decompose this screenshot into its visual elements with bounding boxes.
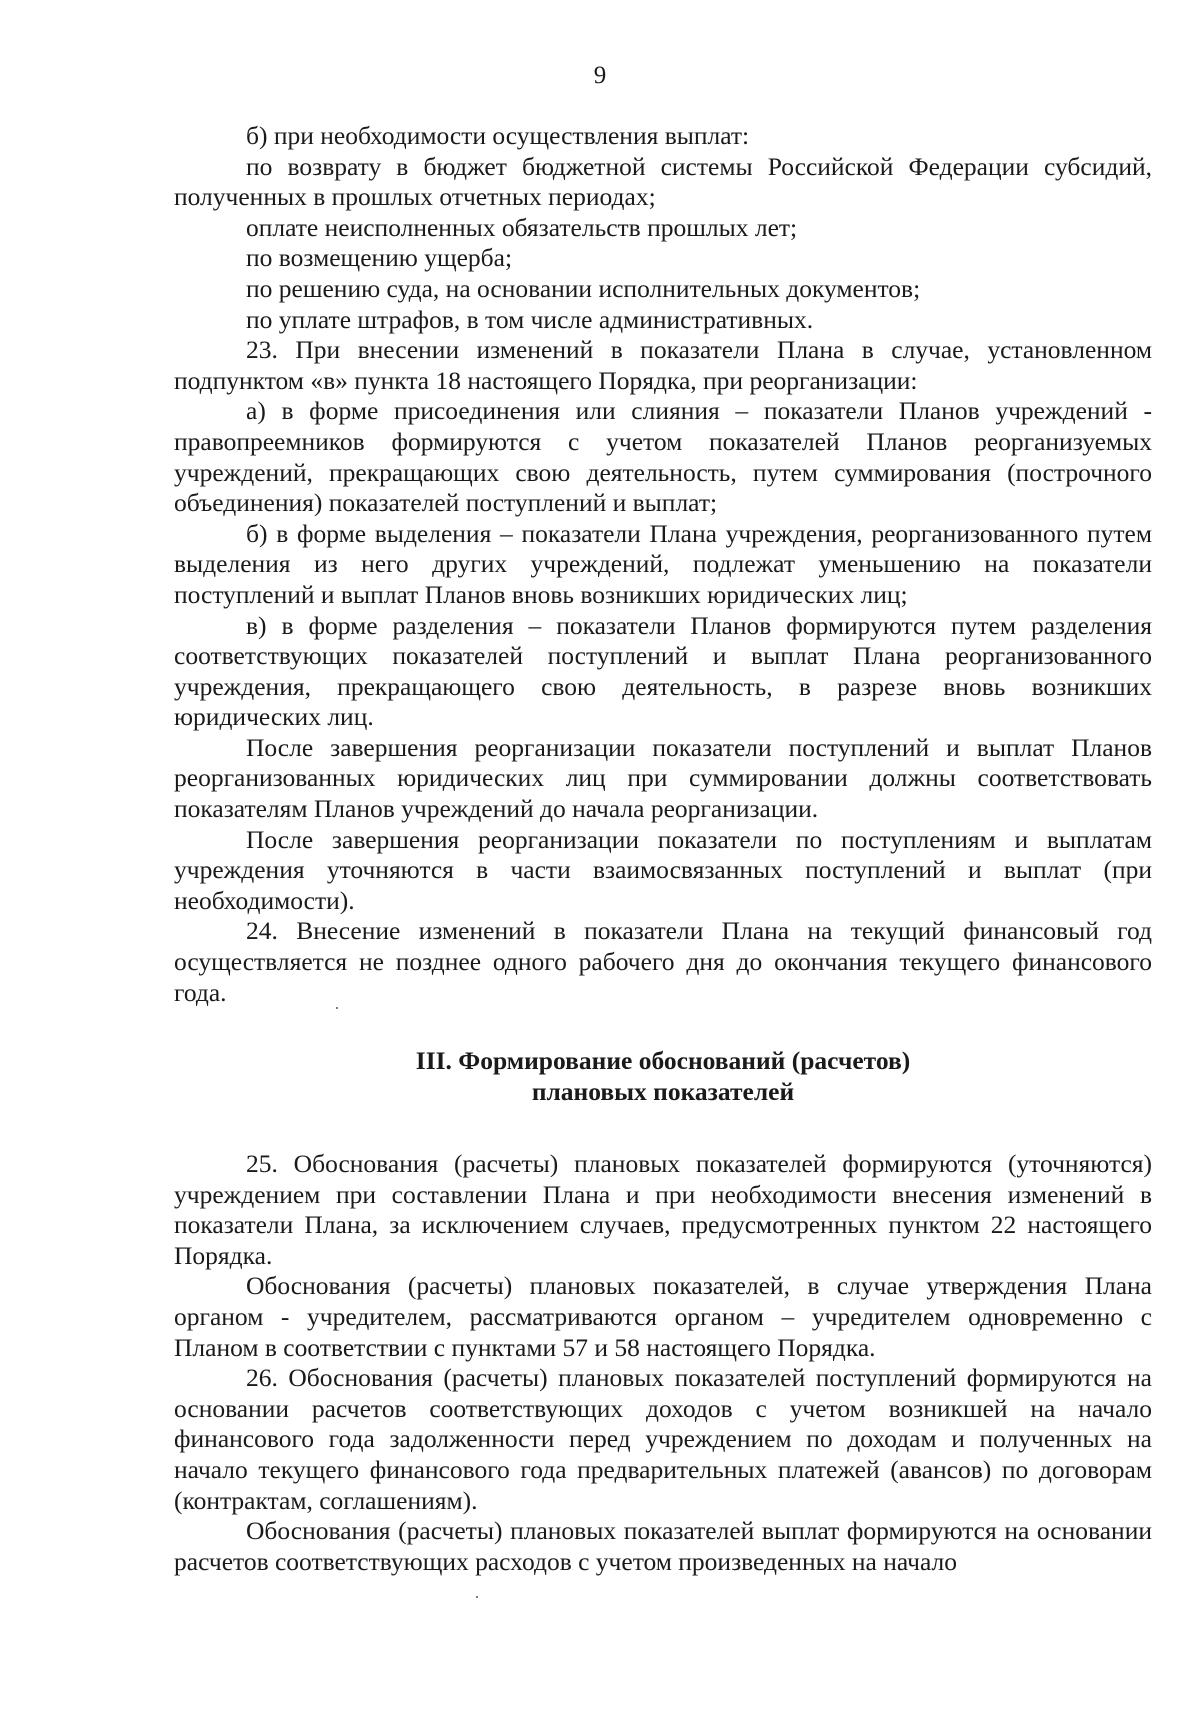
section-heading-line: III. Формирование обоснований (расчетов)	[415, 1046, 911, 1075]
paragraph: 24. Внесение изменений в показатели Плана на текущий финансовый год осуществляется не позднее одного рабочего дня до окончания текущего финансового года.	[174, 916, 1152, 1007]
paragraph: 25. Обоснования (расчеты) плановых показателей формируются (уточняются) учреждением при составлении Плана и при необходимости внесения изменений в показатели Плана, за исключением случаев, предусмотренных пунктом 22 настоящего Порядка.	[174, 1149, 1152, 1270]
paragraph: по уплате штрафов, в том числе административных.	[246, 304, 814, 334]
paragraph: Обоснования (расчеты) плановых показателей выплат формируются на основании расчетов соответствующих расходов с учетом произведенных на начало	[174, 1516, 1152, 1576]
scan-speck	[476, 1596, 478, 1598]
paragraph: по возмещению ущерба;	[246, 243, 513, 273]
paragraph: в) в форме разделения – показатели Планов формируются путем разделения соответствующих показателей поступлений и выплат Плана реорганизованного учреждения, прекращающего свою деятельность, в разрезе вновь возникших юридических лиц.	[174, 610, 1152, 732]
paragraph: б) в форме выделения – показатели Плана учреждения, реорганизованного путем выделения из него других учреждений, подлежат уменьшению на показатели поступлений и выплат Планов вновь возникших юридических лиц;	[174, 518, 1152, 609]
page-number: 9	[593, 62, 607, 89]
paragraph: 23. При внесении изменений в показатели Плана в случае, установленном подпунктом «в» пункта 18 настоящего Порядка, при реорганизации:	[174, 335, 1152, 395]
paragraph: После завершения реорганизации показатели по поступлениям и выплатам учреждения уточняются в части взаимосвязанных поступлений и выплат (при необходимости).	[174, 824, 1152, 915]
paragraph: а) в форме присоединения или слияния – показатели Планов учреждений - правопреемников формируются с учетом показателей Планов реорганизуемых учреждений, прекращающих свою деятельность, путем суммирования (построчного объединения) показателей поступлений и выплат;	[174, 396, 1152, 518]
scan-speck	[336, 1007, 338, 1009]
body-text-top	[174, 121, 1152, 1008]
paragraph: по возврату в бюджет бюджетной системы Российской Федерации субсидий, полученных в прошлых отчетных периодах;	[174, 151, 1152, 212]
body-text-bottom	[174, 1149, 1152, 1577]
paragraph: После завершения реорганизации показатели поступлений и выплат Планов реорганизованных юридических лиц при суммировании должны соответствовать показателям Планов учреждений до начала реорганизации.	[174, 732, 1152, 824]
paragraph: 26. Обоснования (расчеты) плановых показателей поступлений формируются на основании расчетов соответствующих доходов с учетом возникшей на начало финансового года задолженности перед учреждением по доходам и полученных на начало текущего финансового года предварительных платежей (авансов) по договорам (контрактам, соглашениям).	[174, 1363, 1152, 1515]
paragraph: по решению суда, на основании исполнительных документов;	[246, 273, 921, 303]
paragraph: Обоснования (расчеты) плановых показателей, в случае утверждения Плана органом - учредителем, рассматриваются органом – учредителем одновременно с Планом в соответствии с пунктами 57 и 58 настоящего Порядка.	[174, 1271, 1152, 1362]
section-heading-line: плановых показателей	[531, 1077, 795, 1106]
section-heading	[174, 1045, 1152, 1107]
paragraph: б) при необходимости осуществления выплат:	[246, 121, 750, 150]
paragraph: оплате неисполненных обязательств прошлых лет;	[246, 212, 798, 242]
